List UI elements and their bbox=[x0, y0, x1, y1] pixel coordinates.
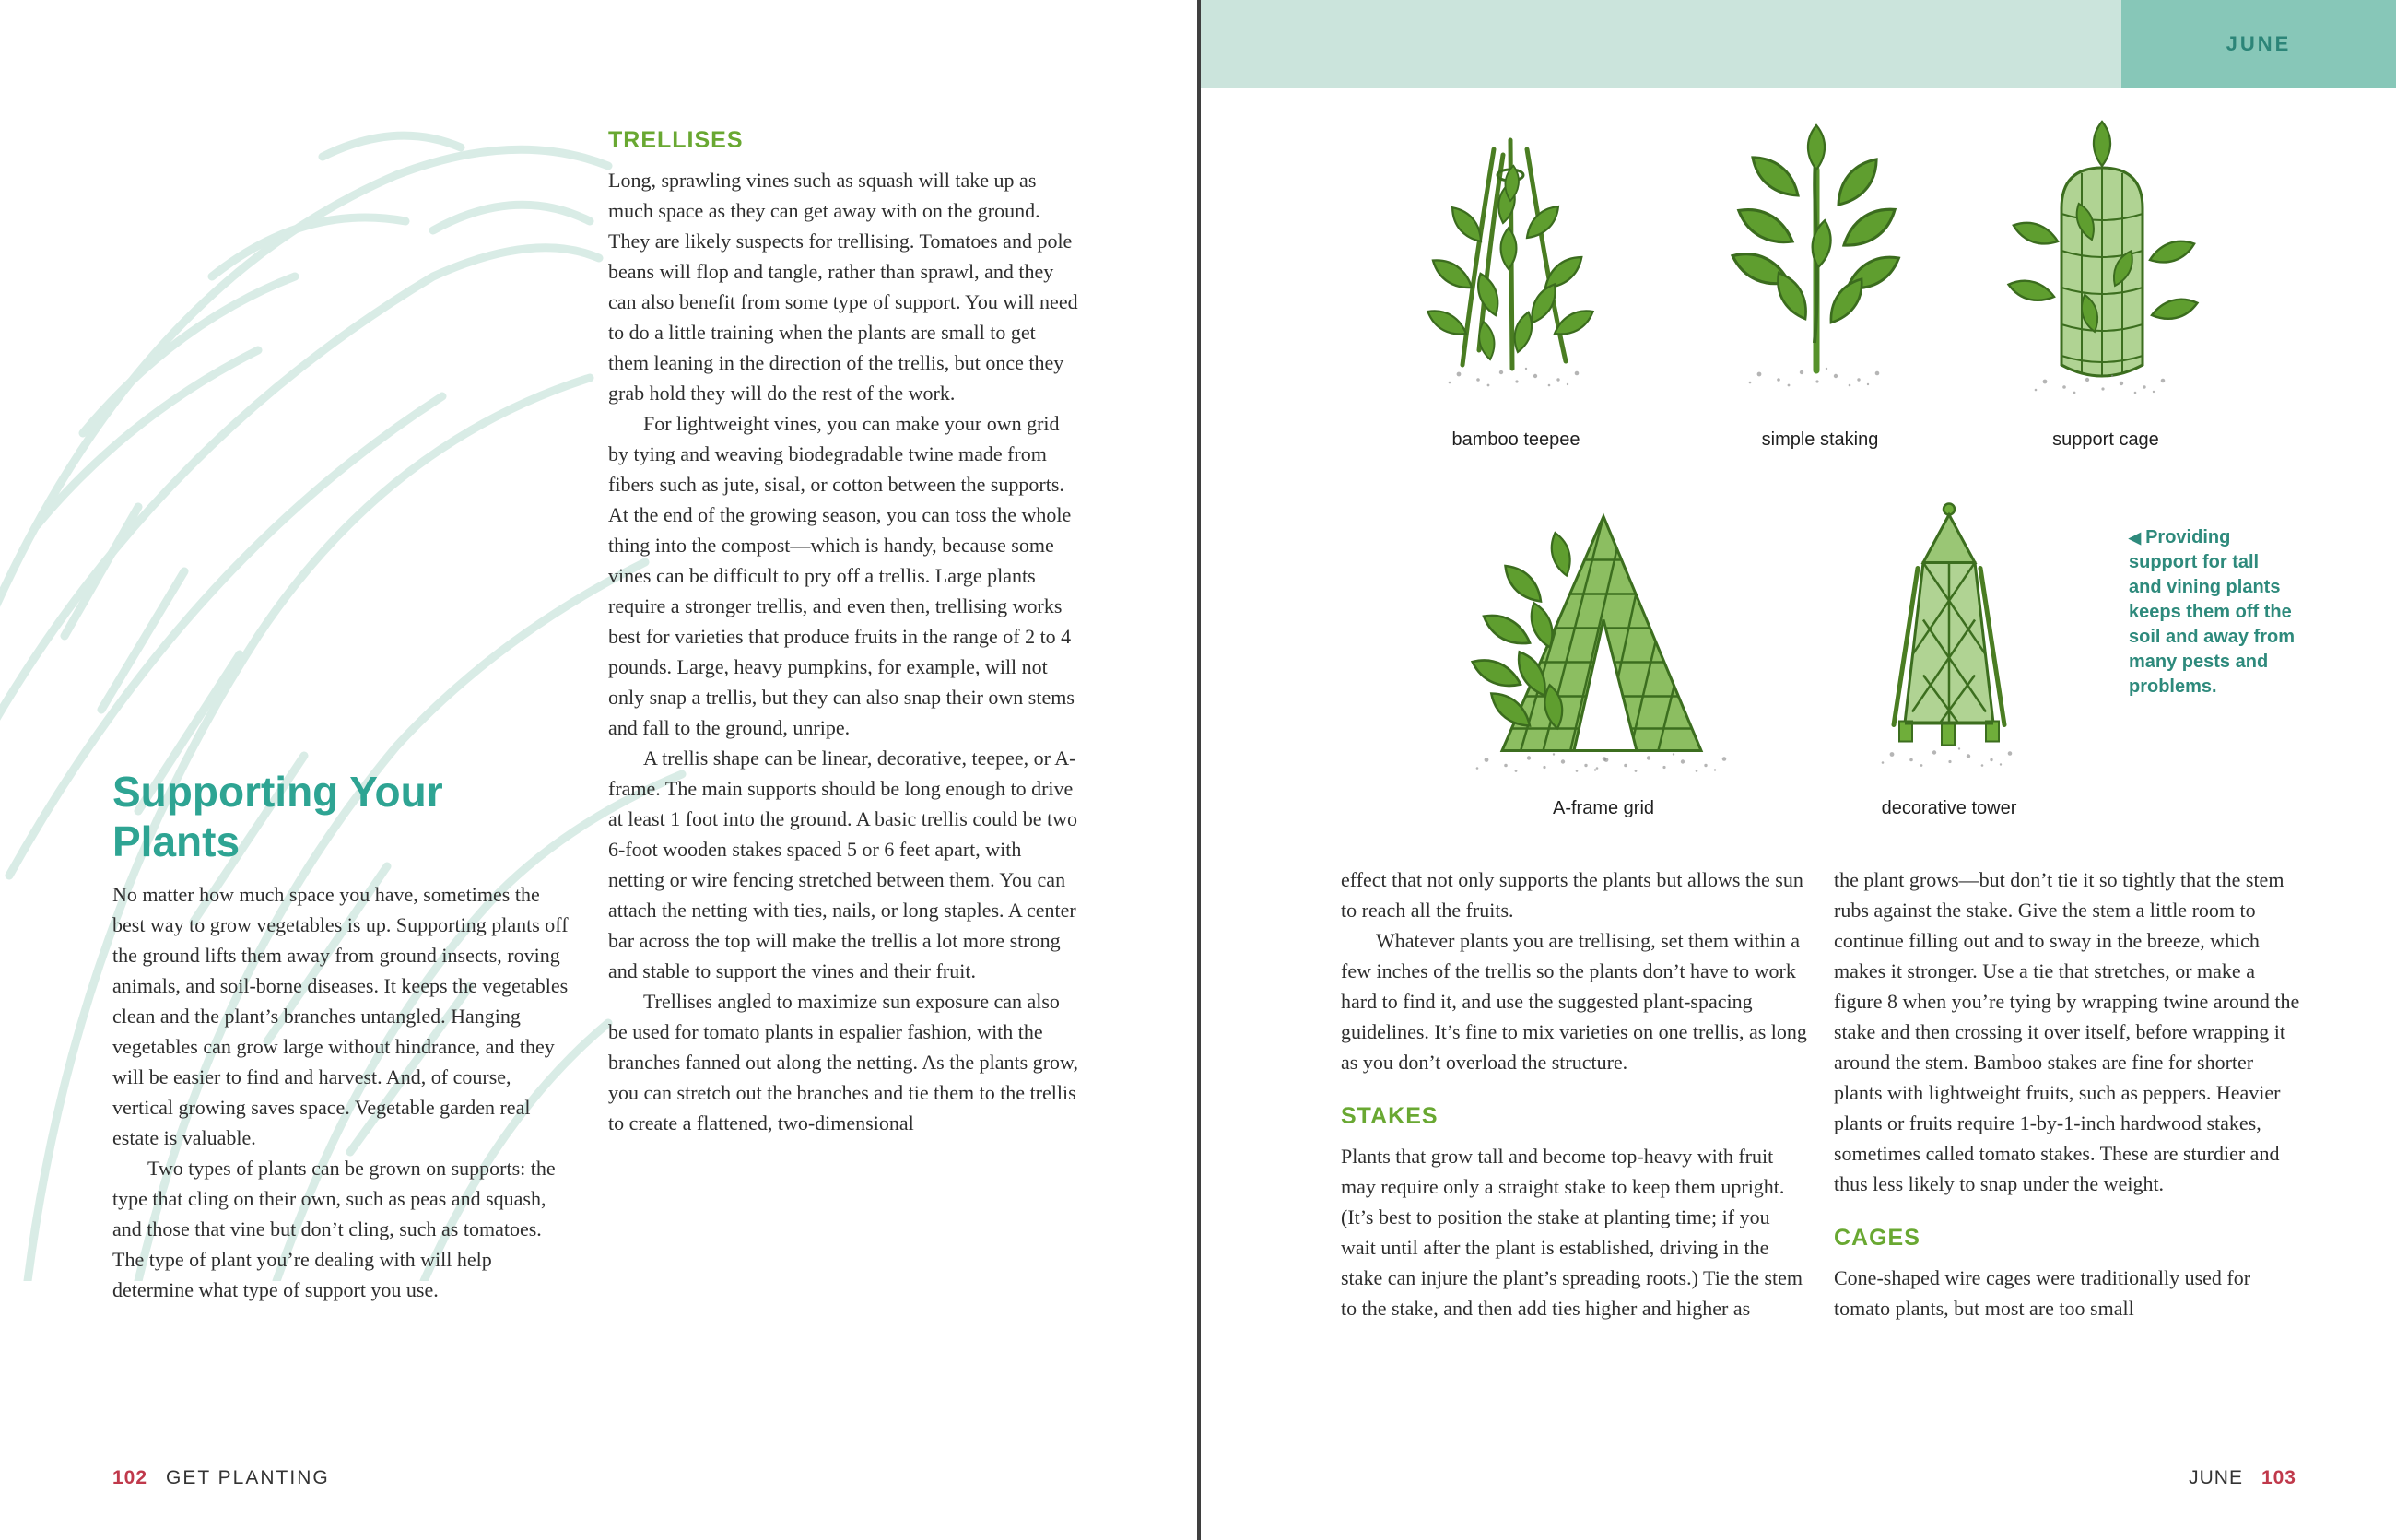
figure-callout bbox=[2129, 525, 2296, 699]
trellises-heading: TRELLISES bbox=[608, 127, 744, 153]
cages-heading: CAGES bbox=[1834, 1225, 1920, 1251]
figure-bamboo-teepee bbox=[1378, 92, 1654, 451]
right-column-2 bbox=[1834, 864, 2300, 1323]
support-cage-illustration bbox=[2004, 92, 2207, 424]
body-paragraph: Whatever plants you are trellising, set them within a few inches of the trellis so the plants don’t have to work hard to find it, and use the suggested plant-spacing guidelines. It’s fine to mix varieties on one trellis, as long as you don’t overload the structure. bbox=[1341, 929, 1807, 1074]
page-number: 103 bbox=[2261, 1467, 2296, 1488]
month-tab bbox=[2121, 0, 2396, 88]
header-band bbox=[1201, 0, 2121, 88]
trellises-column bbox=[608, 127, 1080, 1138]
intro-paragraph: Two types of plants can be grown on supports: the type that cling on their own, such as peas and squash, and those that vine but don’t cling, such as tomatoes. The type of plant you’re dealing with will help determine what type of support you use. bbox=[112, 1157, 556, 1301]
intro-column bbox=[112, 767, 573, 1305]
figure-caption: A-frame grid bbox=[1552, 798, 1655, 818]
figure-a-frame-grid bbox=[1442, 465, 1765, 819]
figure-simple-staking bbox=[1682, 92, 1958, 451]
a-frame-grid-illustration bbox=[1465, 465, 1742, 793]
figure-support-cage bbox=[1967, 92, 2244, 451]
intro-paragraph: No matter how much space you have, sometimes the best way to grow vegetables is up. Supporting plants off the ground lifts them away from ground insects, roving animals, and soil-borne diseases. It keeps the vegetables clean and the plant’s branches untangled. Hanging vegetables can grow large without hindrance, and they will be easier to find and harvest. And, of course, vertical growing saves space. Vegetable garden real estate is valuable. bbox=[112, 883, 569, 1149]
page-gutter-divider bbox=[1197, 0, 1201, 1540]
figure-decorative-tower bbox=[1797, 465, 2101, 819]
figure-caption: support cage bbox=[2052, 429, 2159, 450]
figure-caption: bamboo teepee bbox=[1451, 429, 1580, 450]
bamboo-teepee-illustration bbox=[1415, 92, 1617, 424]
footer-label: GET PLANTING bbox=[166, 1467, 330, 1488]
body-paragraph: For lightweight vines, you can make your own grid by tying and weaving biodegradable twine made from fibers such as jute, sisal, or cotton between the supports. At the end of the growing season, you can toss the whole thing into the compost—which is handy, because some vines can be difficult to pry off a trellis. Large plants require a stronger trellis, and even then, trellising works best for varieties that produce fruits in the range of 2 to 4 pounds. Large, heavy pumpkins, for example, will not only snap a trellis, but they can also snap their own stems and fall to the ground, unripe. bbox=[608, 412, 1075, 739]
footer-label: JUNE bbox=[2189, 1467, 2243, 1488]
figure-caption: simple staking bbox=[1761, 429, 1879, 450]
right-column-1 bbox=[1341, 864, 1807, 1323]
page-number: 102 bbox=[112, 1467, 148, 1488]
left-arrow-icon: ◀ bbox=[2129, 529, 2142, 547]
callout-text: Providing support for tall and vining plants keeps them off the soil and away from many pests and problems. bbox=[2129, 527, 2296, 697]
figure-caption: decorative tower bbox=[1881, 798, 2017, 818]
body-paragraph: A trellis shape can be linear, decorative, teepee, or A-frame. The main supports should be long enough to drive at least 1 foot into the ground. A basic trellis could be two 6-foot wooden stakes spaced 5 or 6 feet apart, with netting or wire fencing stretched between them. You can attach the netting with ties, nails, or long staples. A center bar across the top will make the trellis a lot more strong and stable to support the vines and their fruit. bbox=[608, 746, 1077, 982]
month-tab-label: JUNE bbox=[2226, 32, 2292, 55]
simple-staking-illustration bbox=[1719, 92, 1921, 424]
page-title: Supporting Your Plants bbox=[112, 768, 443, 865]
footer-left bbox=[112, 1467, 330, 1489]
body-paragraph: Cone-shaped wire cages were traditionally used for tomato plants, but most are too small bbox=[1834, 1266, 2251, 1320]
body-paragraph: Trellises angled to maximize sun exposure can also be used for tomato plants in espalier fashion, with the branches fanned out along the netting. As the plants grow, you can stretch out the branches and tie them to the trellis to create a flattened, two-dimensional bbox=[608, 990, 1078, 1134]
stakes-heading: STAKES bbox=[1341, 1103, 1439, 1129]
decorative-tower-illustration bbox=[1838, 465, 2060, 793]
body-paragraph: effect that not only supports the plants but allows the sun to reach all the fruits. bbox=[1341, 868, 1803, 922]
body-paragraph: Plants that grow tall and become top-heavy with fruit may require only a straight stake to keep them upright. (It’s best to position the stake at planting time; if you wait until after the plant is established, driving in the stake can injure the plant’s spreading roots.) Tie the stem to the stake, and then add ties higher and higher as bbox=[1341, 1145, 1803, 1320]
body-paragraph: Long, sprawling vines such as squash will take up as much space as they can get away with on the ground. They are likely suspects for trellising. Tomatoes and pole beans will flop and tangle, rather than sprawl, and they can also benefit from some type of support. You will need to do a little training when the plants are small to get them leaning in the direction of the trellis, but once they grab hold they will do the rest of the work. bbox=[608, 169, 1078, 405]
body-paragraph: the plant grows—but don’t tie it so tightly that the stem rubs against the stake. Give the stem a little room to continue filling out and to sway in the breeze, which makes it stronger. Use a tie that stretches, or make a figure 8 when you’re tying by wrapping twine around the stake and then crossing it over itself, before wrapping it around the stem. Bamboo stakes are fine for shorter plants with lightweight fruits, such as peppers. Heavier plants or fruits require 1-by-1-inch hardwood stakes, sometimes called tomato stakes. These are sturdier and thus less likely to snap under the weight. bbox=[1834, 868, 2300, 1195]
footer-right bbox=[2189, 1467, 2296, 1489]
